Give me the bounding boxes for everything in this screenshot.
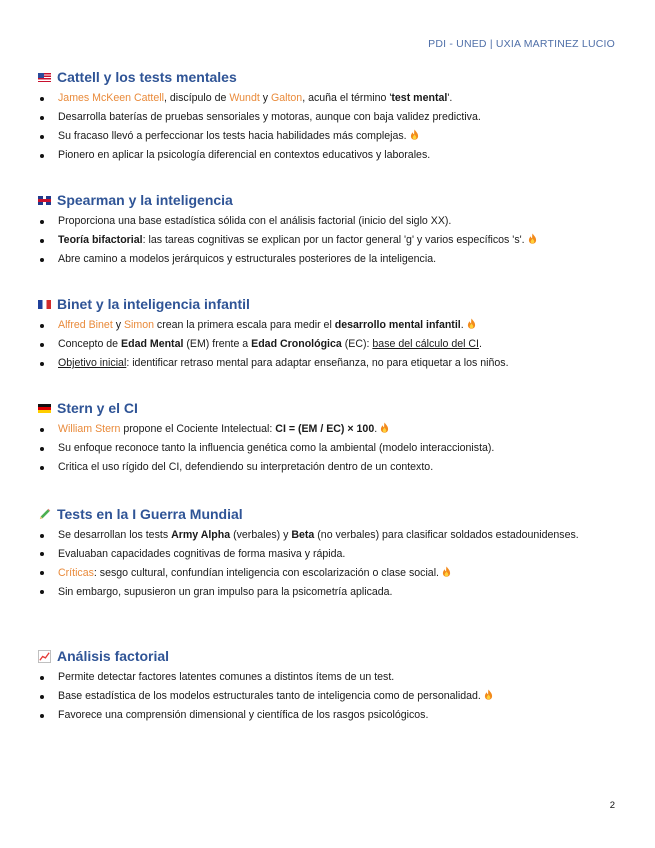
- bold-term: Edad Mental: [121, 338, 184, 350]
- list-item: [38, 706, 618, 725]
- item-text: (no verbales) para clasificar soldados estadounidenses.: [314, 529, 579, 541]
- list-item: [38, 108, 618, 127]
- uk-flag-icon: [38, 196, 51, 205]
- underlined-term: Objetivo inicial: [58, 357, 127, 369]
- list-item: [38, 526, 618, 545]
- bold-term: Teoría bifactorial: [58, 234, 143, 246]
- section-title: [38, 191, 618, 209]
- section-title-text: Binet y la inteligencia infantil: [57, 296, 250, 312]
- chart-increasing-icon: [38, 650, 51, 663]
- list-item: [38, 420, 618, 439]
- section-title-text: Cattell y los tests mentales: [57, 69, 237, 85]
- france-flag-icon: [38, 300, 51, 309]
- person-name: Alfred Binet: [58, 319, 113, 331]
- germany-flag-icon: [38, 404, 51, 413]
- highlight-term: Críticas: [58, 566, 94, 579]
- bullet-list: [38, 89, 618, 165]
- person-name: Wundt: [229, 92, 260, 104]
- section-title-text: Spearman y la inteligencia: [57, 192, 233, 208]
- section-title-text: Análisis factorial: [57, 648, 170, 664]
- bullet-list: [38, 212, 618, 269]
- pencil-icon: [38, 508, 51, 521]
- bold-term: desarrollo mental infantil: [334, 319, 461, 331]
- list-item: [38, 687, 618, 706]
- underlined-term: base del cálculo del CI: [372, 338, 479, 350]
- bullet-list: [38, 420, 618, 477]
- bullet-list: [38, 526, 618, 602]
- list-item: [38, 354, 618, 373]
- bold-term: Army Alpha: [171, 529, 231, 541]
- fire-icon: [442, 566, 451, 577]
- item-text: crean la primera escala para medir el: [153, 319, 335, 331]
- item-text: Pionero en aplicar la psicología diferencial en contextos educativos y laborales.: [58, 149, 431, 161]
- section-title: [38, 647, 618, 665]
- person-name: Simon: [123, 319, 154, 331]
- item-text: Se desarrollan los tests: [58, 529, 172, 541]
- list-item: [38, 335, 618, 354]
- item-text: Evaluaban capacidades cognitivas de forma masiva y rápida.: [58, 547, 346, 560]
- us-flag-icon: [38, 73, 51, 82]
- list-item: [38, 439, 618, 458]
- bold-term: CI = (EM / EC) × 100: [275, 423, 375, 435]
- list-item: [38, 545, 618, 564]
- item-text: , acuña el término ': [302, 92, 392, 104]
- item-text: Abre camino a modelos jerárquicos y estructurales posteriores de la inteligencia.: [58, 253, 437, 265]
- item-text: Proporciona una base estadística sólida con el análisis factorial (inicio del siglo XX).: [58, 215, 452, 227]
- item-text: y: [259, 92, 271, 104]
- item-text: Concepto de: [58, 338, 122, 350]
- bullet-list: [38, 668, 618, 725]
- list-item: [38, 668, 618, 687]
- page-header: PDI - UNED | UXIA MARTINEZ LUCIO: [428, 38, 615, 50]
- page-number: 2: [609, 800, 615, 811]
- item-text: Critica el uso rígido del CI, defendiendo su interpretación dentro de un contexto.: [58, 461, 434, 473]
- item-text: : identificar retraso mental para adaptar enseñanza, no para etiquetar a los niños.: [126, 357, 509, 369]
- section-wwi-tests: [38, 505, 618, 602]
- fire-icon: [467, 318, 476, 329]
- fire-icon: [410, 129, 419, 140]
- section-title-text: Stern y el CI: [57, 400, 138, 416]
- bullet-list: [38, 316, 618, 373]
- list-item: [38, 127, 618, 146]
- item-text: Permite detectar factores latentes comunes a distintos ítems de un test.: [58, 671, 395, 683]
- item-text: .: [374, 423, 378, 435]
- bold-term: test mental: [391, 92, 448, 104]
- item-text: , discípulo de: [163, 92, 230, 104]
- item-text: Base estadística de los modelos estructurales tanto de inteligencia como de personalidad.: [58, 690, 481, 702]
- section-title: [38, 68, 618, 86]
- item-text: (EM) frente a: [183, 338, 252, 350]
- item-text: : las tareas cognitivas se explican por un factor general 'g' y varios específicos 's'.: [142, 234, 525, 246]
- list-item: [38, 146, 618, 165]
- list-item: [38, 564, 618, 583]
- section-binet: [38, 295, 618, 373]
- item-text: propone el Cociente Intelectual:: [120, 423, 276, 435]
- item-text: (EC):: [341, 338, 373, 350]
- section-cattell: [38, 68, 618, 165]
- item-text: '.: [447, 92, 453, 104]
- section-factor-analysis: [38, 647, 618, 725]
- section-spearman: [38, 191, 618, 269]
- fire-icon: [484, 689, 493, 700]
- item-text: .: [479, 338, 482, 350]
- item-text: (verbales) y: [230, 529, 292, 541]
- person-name: Galton: [270, 92, 303, 104]
- list-item: [38, 458, 618, 477]
- bold-term: Beta: [291, 529, 315, 541]
- item-text: Desarrolla baterías de pruebas sensoriales y motoras, aunque con baja validez predictiva.: [58, 111, 481, 123]
- list-item: [38, 89, 618, 108]
- item-text: : sesgo cultural, confundían inteligencia con escolarización o clase social.: [93, 566, 439, 579]
- person-name: James McKeen Cattell: [58, 92, 164, 104]
- list-item: [38, 583, 618, 602]
- person-name: William Stern: [58, 423, 121, 435]
- section-title: [38, 399, 618, 417]
- item-text: Su fracaso llevó a perfeccionar los tests hacia habilidades más complejas.: [58, 130, 407, 142]
- item-text: .: [460, 319, 464, 331]
- bold-term: Edad Cronológica: [251, 338, 342, 350]
- item-text: Favorece una comprensión dimensional y científica de los rasgos psicológicos.: [58, 709, 429, 721]
- item-text: y: [112, 319, 124, 331]
- list-item: [38, 231, 618, 250]
- section-title: [38, 295, 618, 313]
- fire-icon: [528, 233, 537, 244]
- section-stern: [38, 399, 618, 477]
- fire-icon: [380, 422, 389, 433]
- item-text: Su enfoque reconoce tanto la influencia genética como la ambiental (modelo interaccionista).: [58, 442, 495, 454]
- list-item: [38, 250, 618, 269]
- list-item: [38, 316, 618, 335]
- item-text: Sin embargo, supusieron un gran impulso para la psicometría aplicada.: [58, 585, 393, 598]
- section-title-text: Tests en la I Guerra Mundial: [57, 506, 243, 522]
- section-title: [38, 505, 618, 523]
- list-item: [38, 212, 618, 231]
